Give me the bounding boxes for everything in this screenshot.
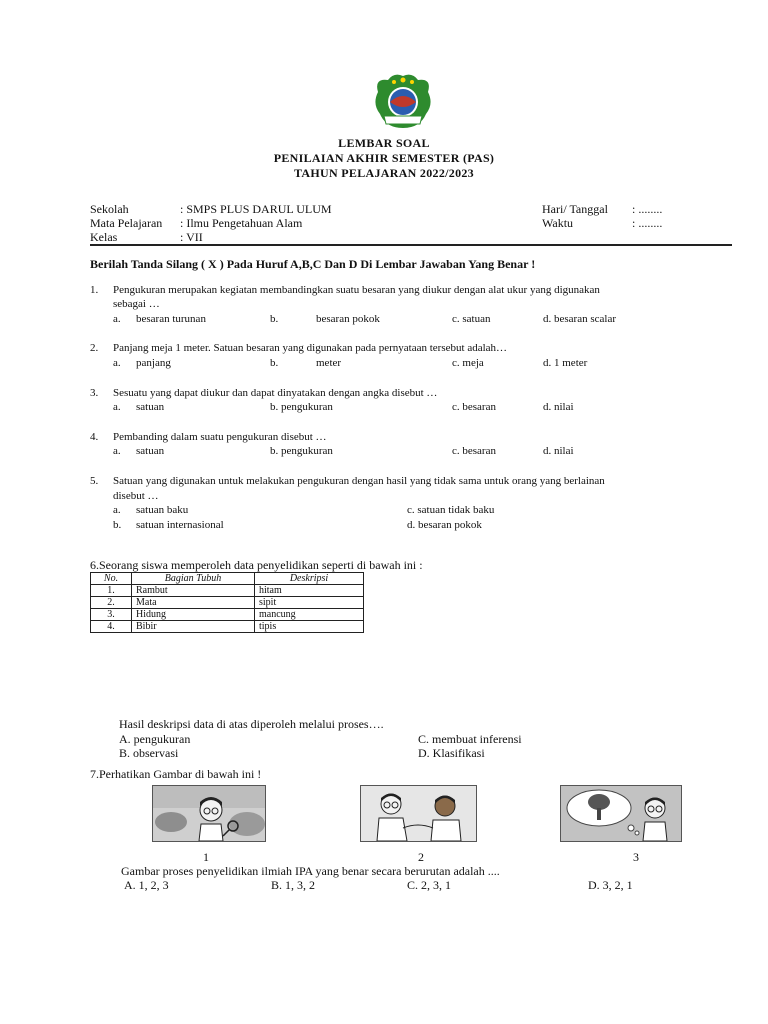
kelas-value: : VII [180, 230, 203, 244]
q3-option-b: b. pengukuran [270, 401, 333, 413]
q5-option-d: d. besaran pokok [407, 519, 482, 531]
title-pas: PENILAIAN AKHIR SEMESTER (PAS) [273, 151, 495, 165]
q2-option-b: meter [316, 357, 342, 369]
q7-option-a: A. 1, 2, 3 [124, 878, 169, 892]
q6-option-b: B. observasi [119, 746, 179, 760]
hari-label: Hari/ Tanggal [542, 202, 608, 216]
q6-option-c: C. membuat inferensi [418, 732, 522, 746]
instruction: Berilah Tanda Silang ( X ) Pada Huruf A,B,C Dan D Di Lembar Jawaban Yang Benar ! [90, 257, 536, 271]
q1-option-a: besaran turunan [136, 313, 206, 325]
picture-label-2: 2 [418, 850, 424, 864]
school-logo [372, 72, 434, 132]
mapel-value: : Ilmu Pengetahuan Alam [180, 216, 303, 230]
q5-option-b-letter: b. [113, 519, 122, 531]
waktu-label: Waktu [542, 216, 574, 230]
q4-option-b: b. pengukuran [270, 445, 333, 457]
title-tahun: TAHUN PELAJARAN 2022/2023 [294, 166, 474, 180]
q5-option-b: satuan internasional [136, 519, 224, 531]
q1-option-a-letter: a. [113, 313, 121, 325]
q1-text-line1: Pengukuran merupakan kegiatan membandingkan suatu besaran yang diukur dengan alat ukur yang digunakan [113, 284, 600, 296]
row2-bagian: Mata [132, 597, 255, 609]
row2-deskripsi: sipit [255, 597, 364, 609]
table-header-deskripsi: Deskripsi [255, 573, 364, 585]
sekolah-value: : SMPS PLUS DARUL ULUM [180, 202, 332, 216]
q5-option-a: satuan baku [136, 504, 189, 516]
row3-no: 3. [91, 609, 132, 621]
title-lembar-soal: LEMBAR SOAL [338, 136, 430, 150]
q4-option-a: satuan [136, 445, 165, 457]
q3-text: Sesuatu yang dapat diukur dan dapat dinyatakan dengan angka disebut … [113, 387, 438, 399]
row1-deskripsi: hitam [255, 585, 364, 597]
row1-no: 1. [91, 585, 132, 597]
table-row [91, 597, 364, 609]
q2-option-c: c. meja [452, 357, 484, 369]
row1-bagian: Rambut [132, 585, 255, 597]
q1-text-line2: sebagai … [113, 298, 160, 310]
q1-option-c: c. satuan [452, 313, 491, 325]
q7-option-b: B. 1, 3, 2 [271, 878, 316, 892]
q2-option-b-letter: b. [270, 357, 279, 369]
q2-option-a: panjang [136, 357, 171, 369]
q3-option-d: d. nilai [543, 401, 574, 413]
q5-text-line2: disebut … [113, 490, 159, 502]
q1-option-d: d. besaran scalar [543, 313, 616, 325]
q3-number: 3. [90, 387, 99, 399]
row4-no: 4. [91, 621, 132, 633]
q4-number: 4. [90, 431, 99, 443]
q2-option-d: d. 1 meter [543, 357, 588, 369]
q5-text-line1: Satuan yang digunakan untuk melakukan pengukuran dengan hasil yang tidak sama untuk orang yang berlainan [113, 475, 605, 487]
table-row [91, 621, 364, 633]
q2-number: 2. [90, 342, 99, 354]
waktu-value: : ........ [632, 216, 663, 230]
hari-value: : ........ [632, 202, 663, 216]
q6-option-a: A. pengukuran [119, 732, 191, 746]
sekolah-label: Sekolah [90, 202, 129, 216]
q3-option-a-letter: a. [113, 401, 121, 413]
q5-number: 5. [90, 475, 99, 487]
q2-option-a-letter: a. [113, 357, 121, 369]
picture-label-1: 1 [203, 850, 209, 864]
q7-option-c: C. 2, 3, 1 [407, 878, 452, 892]
row4-bagian: Bibir [132, 621, 255, 633]
table-row [91, 585, 364, 597]
table-header-bagian: Bagian Tubuh [132, 573, 255, 585]
picture-1-observation [152, 785, 266, 842]
q7-text: 7.Perhatikan Gambar di bawah ini ! [90, 767, 262, 781]
q3-option-c: c. besaran [452, 401, 496, 413]
q4-text: Pembanding dalam suatu pengukuran disebut … [113, 431, 327, 443]
header-divider [90, 244, 732, 246]
q4-option-d: d. nilai [543, 445, 574, 457]
q7-question: Gambar proses penyelidikan ilmiah IPA yang benar secara berurutan adalah .... [121, 864, 500, 878]
q1-option-b: besaran pokok [316, 313, 380, 325]
q6-option-d: D. Klasifikasi [418, 746, 485, 760]
q6-text: 6.Seorang siswa memperoleh data penyelidikan seperti di bawah ini : [90, 558, 423, 572]
row3-deskripsi: mancung [255, 609, 364, 621]
q4-option-a-letter: a. [113, 445, 121, 457]
q1-option-b-letter: b. [270, 313, 279, 325]
kelas-label: Kelas [90, 230, 118, 244]
q6-question: Hasil deskripsi data di atas diperoleh melalui proses…. [119, 717, 384, 731]
row2-no: 2. [91, 597, 132, 609]
table-row [91, 609, 364, 621]
table-header-no: No. [91, 573, 132, 585]
mapel-label: Mata Pelajaran [90, 216, 163, 230]
picture-label-3: 3 [633, 850, 639, 864]
q5-option-a-letter: a. [113, 504, 121, 516]
picture-3-inference [560, 785, 682, 842]
q1-number: 1. [90, 284, 99, 296]
row3-bagian: Hidung [132, 609, 255, 621]
q6-table [90, 572, 364, 633]
q5-option-c: c. satuan tidak baku [407, 504, 495, 516]
q3-option-a: satuan [136, 401, 165, 413]
q4-option-c: c. besaran [452, 445, 496, 457]
q2-text: Panjang meja 1 meter. Satuan besaran yang digunakan pada pernyataan tersebut adalah… [113, 342, 508, 354]
picture-2-discussion [360, 785, 477, 842]
q7-option-d: D. 3, 2, 1 [588, 878, 633, 892]
row4-deskripsi: tipis [255, 621, 364, 633]
